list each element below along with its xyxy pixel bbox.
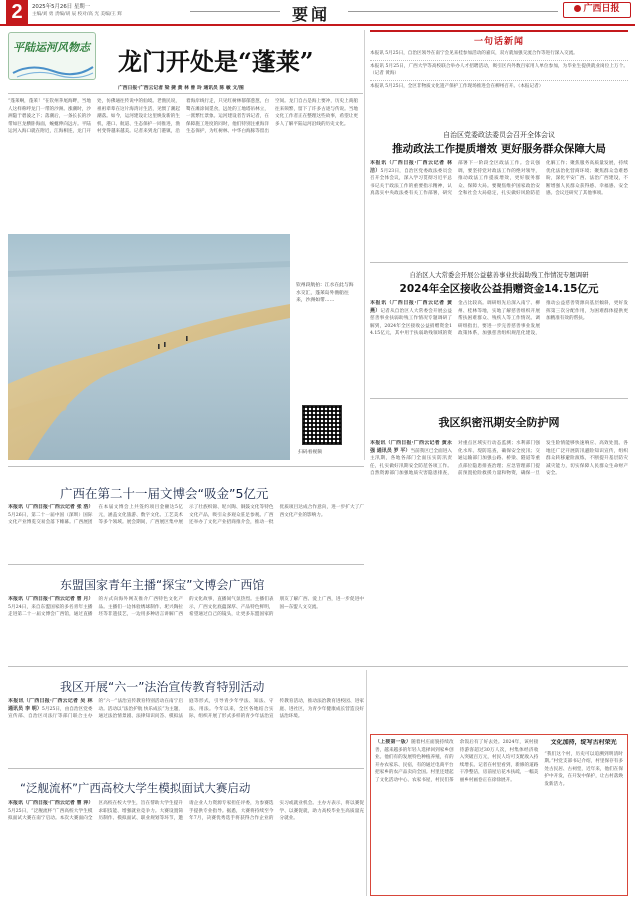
asean-body bbox=[8, 596, 364, 662]
qr-caption: 扫码看视频 bbox=[298, 450, 322, 455]
brief-item: 本报讯 5月25日，全区非物质文化遗产保护工作现场推进会在柳州召开。（本报记者） bbox=[370, 83, 544, 89]
continued-subhead: 文化加持，绽写古村荣光 bbox=[550, 739, 617, 746]
legal-headline: 推动政法工作提质增效 更好服务群众保障大局 bbox=[392, 143, 606, 155]
continued-text: 随着村庄面貌持续改善，越来越多的年轻人选择回到家乡创业。他们有的发展特色种植养殖，有的开办农家乐、民宿，有的通过电商平台把家乡的农产品卖向全国。村里还建起了文化活动中心、农家书屋，村民们茶余饭后有了好去处。2024年，该村接待游客超过30万人次，村集体经济收入突破百万元，村民人均可支配收入持续增长。记者在村里看到，新修的道路干净整洁，房前屋后花木扶疏，一幅美丽乡村画卷正在徐徐展开。 bbox=[375, 740, 539, 783]
logo-emblem-icon bbox=[574, 5, 581, 12]
editor-line: 主编/刘 勇 责编/胡 辰 校对/高 光 美编/王 辉 bbox=[32, 12, 122, 17]
sixone-headline: 我区开展“六一”法治宣传教育特别活动 bbox=[60, 680, 265, 694]
legal-byline: 本报讯（广西日报·广西云记者 林 洁） bbox=[370, 160, 452, 174]
asean-text: 5月24日，来自东盟国家的多名青年主播走进第二十一届文博会广西馆，通过直播的方式向海外网友推介广西特色文化产品。主播们一边体验绣球制作、坭兴陶拉坯等非遗技艺，一边用多种语言讲解广西的文化故事，直播间气氛热烈。主播们表示，广西文化底蕴深厚、产品特色鲜明，希望通过自己的镜头，让更多东盟国家的朋友了解广西、爱上广西，进一步促进中国—东盟人文交流。 bbox=[8, 597, 364, 618]
charity-headline: 2024年全区接收公益捐赠资金14.15亿元 bbox=[399, 283, 599, 295]
sandbar-photo-graphic bbox=[8, 234, 290, 460]
column-divider bbox=[364, 30, 365, 460]
legal-text: 5月23日，自治区党委政法委员会召开全体会议，深入学习贯彻习近平总书记关于政法工作的重要指示精神，认真落实中央政法委有关工作部署，研究部署下一阶段全区政法工作。会议强调，要坚持党对政法工作的绝对领导，推动政法工作提质增效，更好服务群众、保障大局。要聚焦维护国家政治安全和社会大局稳定，扎实做好风险防范化解工作；聚焦服务高质量发展，持续优化法治化营商环境；聚焦群众急难愁盼，深化平安广西、法治广西建设，不断增强人民群众获得感、幸福感、安全感。会议还研究了其他事项。 bbox=[370, 161, 628, 197]
continued-text-2: “我们这个村，历史可以追溯到明清时期。”村党支部书记介绍，村里保存有多处古民居、古祠堂，近年来，他们在保护中开发，在开发中保护，让古村落焕发新活力。 bbox=[544, 751, 623, 787]
charity-byline: 本报讯（广西日报·广西云记者 黄 燕） bbox=[370, 300, 452, 314]
brief-item: 本报讯 5月25日，广西大学等高校联合举办人才招聘活动，吸引区内外数百家用人单位参加，为毕业生提供就业岗位上万个。（记者 黄海） bbox=[370, 63, 628, 81]
sixone-text: 5月25日，由自治区党委宣传部、自治区司法厅等部门联合主办的“六一”法治宣传教育特别活动在南宁启动。活动以“法治护航 快乐成长”为主题，通过法治情景剧、法律知识问答、模拟法庭等形式，引导青少年学法、知法、守法、用法。今年以来，全区各地结合实际，组织开展了形式多样的青少年法治宣传教育活动，推动法治教育进校园、进家庭、进社区，为青少年健康成长营造良好法治环境。 bbox=[8, 699, 364, 720]
flood-byline: 本报讯（广西日报·广西云记者 黄永强 通讯员 罗 平） bbox=[370, 440, 452, 454]
brief-title: 一句话新闻 bbox=[473, 37, 524, 47]
campus-text: 5月25日，“泛舰流杯”广西高校大学生模拟面试大赛在南宁启动。本次大赛面向全区高校在校大学生，旨在帮助大学生提升求职技能、增强就业竞争力。大赛设置简历制作、模拟面试、职业规划等环节，邀请企业人力资源专家担任评委，为参赛选手提供专业指导。据悉，大赛将持续至今年7月，决赛优秀选手将获得合作企业的实习或就业机会。主办方表示，将以赛促学、以赛促就，助力高校毕业生高质量充分就业。 bbox=[8, 801, 364, 822]
lead-bottom-rule bbox=[8, 466, 364, 467]
photo-caption: 钦州段航拍：江水在此与海水交汇，蓬莱岛外渔船往来，沙洲如带…… bbox=[296, 283, 354, 303]
lead-photo bbox=[8, 234, 290, 460]
sixone-byline: 本报讯（广西日报·广西云记者 吴 林 通讯员 李 明） bbox=[8, 698, 93, 712]
legal-kicker: 自治区党委政法委员会召开全体会议 bbox=[443, 131, 555, 139]
continued-story-body bbox=[375, 739, 623, 889]
expo-headline: 广西在第二十一届文博会“吸金”5亿元 bbox=[60, 486, 269, 501]
continued-story-box bbox=[370, 734, 628, 896]
masthead-rule-right bbox=[348, 11, 558, 12]
masthead-rule bbox=[190, 11, 280, 12]
campus-byline: 本报讯（广西日报·广西云记者 曹 萍） bbox=[8, 800, 94, 806]
legal-body bbox=[370, 160, 628, 260]
flood-text: 当前我区已全面进入主汛期，各地各部门全面压实防汛责任，扎实做好汛期安全防范各项工作。自然资源部门加强地质灾害隐患排查，对重点区域实行动态监测；水利部门强化水库、堤防巡查，确保安全度汛；交通运输部门加强公路、桥梁、隧道等重点部位隐患排查治理；应急管理部门提前预置抢险救援力量和物资，确保一旦发生险情能够快速响应、高效处置。各地还广泛开展防汛避险知识宣传，组织群众转移避险演练，不断提升基层防灾减灾能力，切实保障人民群众生命财产安全。 bbox=[370, 441, 628, 477]
lead-byline-rule bbox=[8, 93, 363, 94]
asean-headline: 东盟国家青年主播“探宝”文博会广西馆 bbox=[60, 578, 265, 592]
lead-headline: 龙门开处是“蓬莱” bbox=[118, 47, 314, 76]
flood-headline: 我区织密汛期安全防护网 bbox=[438, 416, 560, 429]
campus-body bbox=[8, 800, 364, 896]
sixone-rule bbox=[8, 768, 364, 769]
expo-byline: 本报讯（广西日报·广西云记者 张 浩） bbox=[8, 504, 94, 510]
charity-rule bbox=[370, 398, 628, 399]
lead-body: “蓬莱啊，蓬莱！”在钦州茅尾海畔，当地人这样称呼龙门一带的沙洲。涨潮时，沙洲隐于碧波之下；落潮后，一条长长的沙带如巨龙横卧海面，蜿蜒伸向远方。平陆运河入海口就在附近，江海相连，龙门开处，仿佛通往传说中的仙境。老渔民说，祖祖辈辈在这片海湾讨生活，见惯了潮起潮落。如今，运河建设让这里焕发新的生机，港口、航道、生态保护一同推进，渔村变得越来越美。记者来到龙门港镇，沿着海岸线行走，只见红树林郁郁葱葱，白鹭在滩涂间觅食，远处的工地塔吊林立，一派繁忙景象。运河建设者告诉记者，在保障施工进度的同时，他们特别注重海洋生态保护，为红树林、中华白海豚等留出空间。龙门自古是海上要冲，历史上商船往来频繁，留下了许多古迹与传说。当地文化工作者正在整理这些故事，希望让更多人了解平陆运河沿线的历史文化。 bbox=[8, 99, 358, 135]
column-logo bbox=[8, 32, 96, 80]
flood-body bbox=[370, 440, 628, 730]
continued-label: （上接第一版） bbox=[375, 739, 412, 745]
newspaper-logo: 广西日报 bbox=[563, 2, 631, 18]
header-rule bbox=[0, 24, 635, 26]
section-title: 要闻 bbox=[292, 5, 331, 24]
charity-kicker: 自治区人大常委会开展公益慈善事业扶弱助残工作情况专题调研 bbox=[409, 271, 589, 279]
expo-rule bbox=[8, 564, 364, 565]
bottom-column-divider bbox=[366, 670, 367, 896]
date-line: 2025年5月26日 星期一 bbox=[32, 4, 91, 10]
qr-code[interactable] bbox=[302, 405, 342, 445]
legal-rule bbox=[370, 262, 628, 263]
page-number: 2 bbox=[6, 0, 28, 24]
charity-body bbox=[370, 300, 628, 396]
asean-rule bbox=[8, 666, 628, 667]
campus-headline: “泛舰流杯”广西高校大学生模拟面试大赛启动 bbox=[20, 781, 251, 795]
column-logo-text: 平陆运河风物志 bbox=[13, 41, 90, 54]
brief-item: 本报讯 5月25日，自治区领导在南宁会见来桂参加活动的嘉宾，双方就加强交流合作等进行深入交流。 bbox=[370, 50, 628, 61]
expo-text: 5月26日，第二十一届中国（深圳）国际文化产业博览交易会落下帷幕。广西展团在本届文博会上共签约项目金额达5亿元，涵盖文化旅游、数字文化、工艺美术等多个领域。展会期间，广西展区集中展示了壮族织锦、坭兴陶、铜鼓文化等特色文化产品，吸引众多观众驻足参观。广西还举办了文化产业招商推介会，推动一批优质项目达成合作意向，进一步扩大了广西文化产业的影响力。 bbox=[8, 505, 364, 526]
expo-body bbox=[8, 504, 364, 560]
asean-byline: 本报讯（广西日报·广西云记者 曾 月） bbox=[8, 596, 94, 602]
charity-text: 记者从自治区人大常委会开展公益慈善事业扶弱助残工作情况专题调研了解到，2024年全区接收公益捐赠资金14.15亿元，其中用于扶弱助残领域的资金占比较高。调研组先后深入南宁、柳州、桂林等地，实地了解慈善组织开展帮扶困难群众、残疾人等工作情况。调研组指出，要进一步完善慈善事业发展政策体系，加强慈善组织规范化建设，推动公益慈善资源向基层倾斜，更好发挥第三次分配作用，为困难群体提供更加精准有效的帮扶。 bbox=[370, 301, 628, 337]
brief-box bbox=[370, 30, 628, 110]
sixone-body bbox=[8, 698, 364, 764]
brief-list bbox=[370, 50, 628, 90]
lead-byline: 广西日报·广西云记者 梁 捷 黄 林 曾 玲 通讯员 陈 敏 文/图 bbox=[118, 86, 244, 91]
